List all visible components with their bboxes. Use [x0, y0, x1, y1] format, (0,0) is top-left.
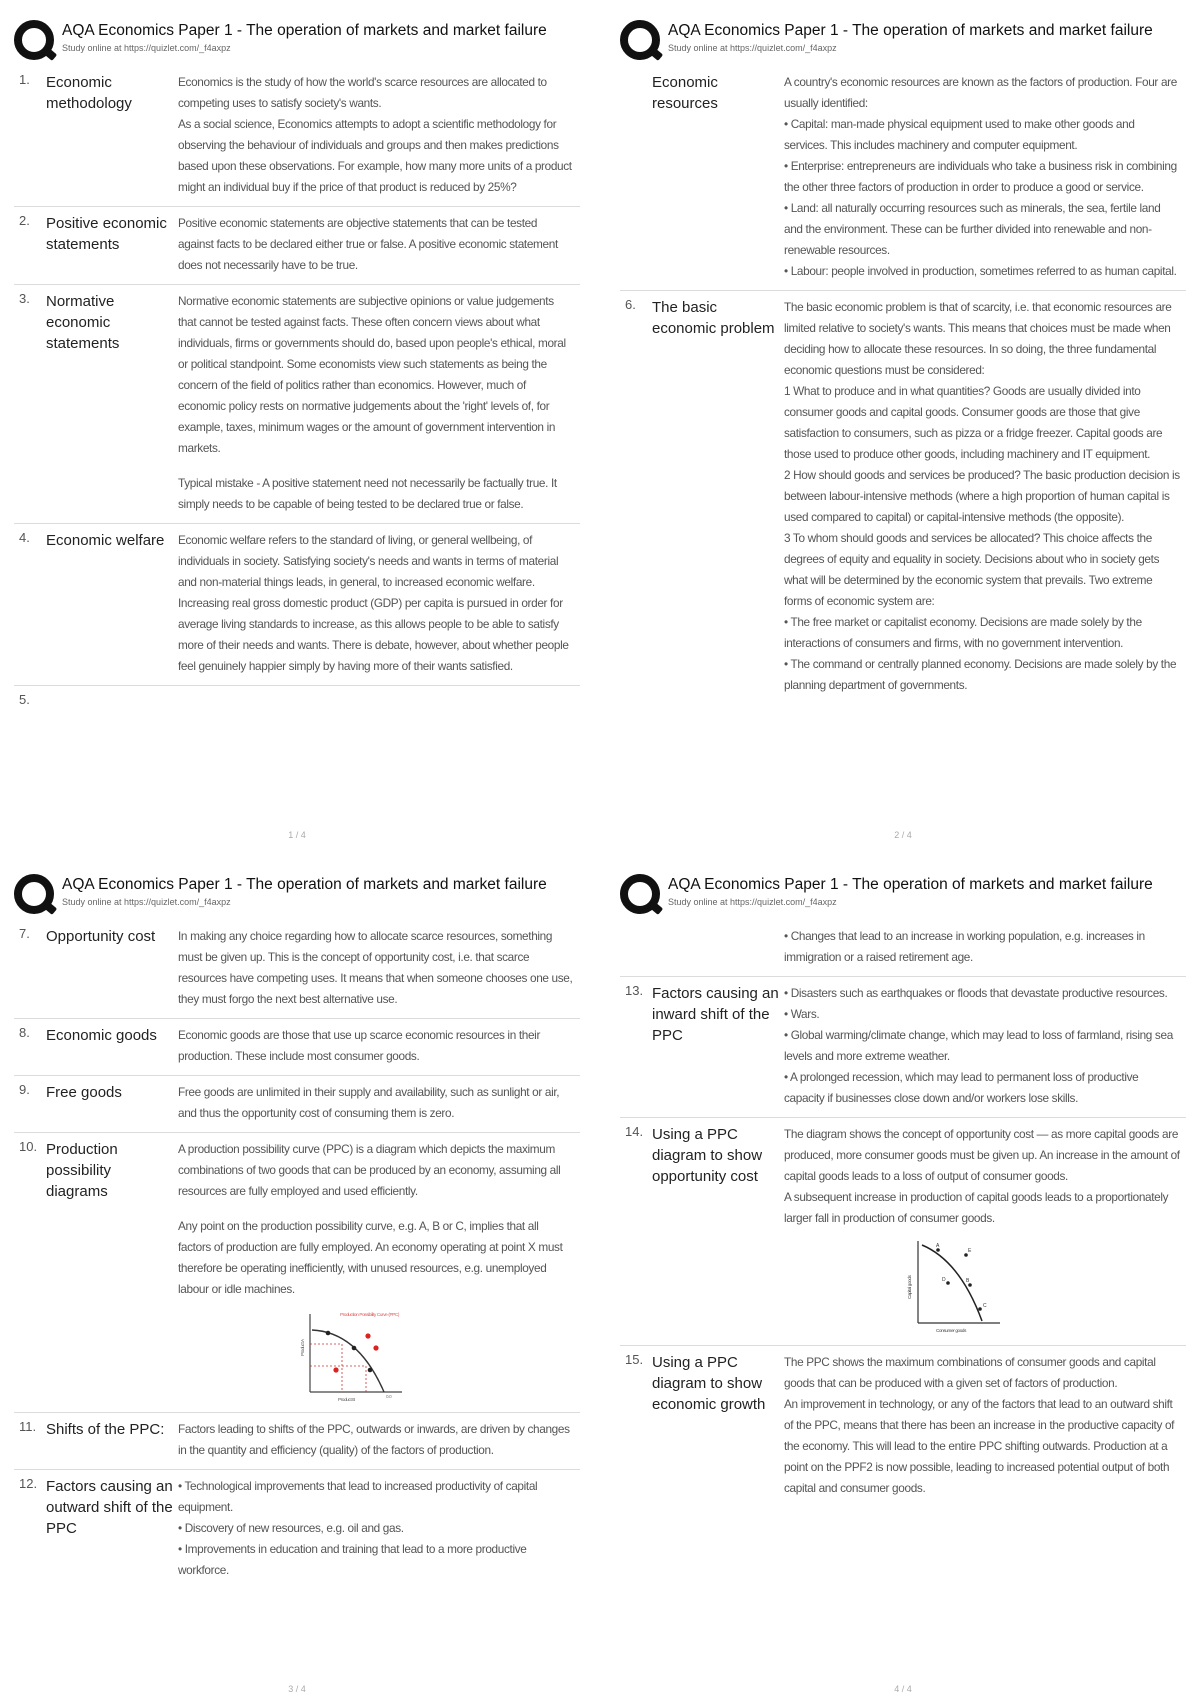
term-row: [14, 206, 580, 284]
flashcard-page-2: [620, 14, 1186, 844]
page-title: AQA Economics Paper 1 - The operation of markets and market failure: [668, 22, 1153, 39]
term-name: Economic goods: [46, 1027, 157, 1044]
term-name: Using a PPC diagram to show opportunity cost: [652, 1126, 763, 1185]
term-definition: The diagram shows the concept of opportunity cost — as more capital goods are produced, more consumer goods must be given up. An increase in the amount of capital goods leads to a loss of output of consumer goods. A subsequent increase in production of capital goods leads to a proportionately larger fall in production of consumer goods. A B C D E Capital goods Consumer goods: [784, 1124, 1186, 1337]
page-subtitle: Study online at https://quizlet.com/_f4axpz: [62, 43, 231, 53]
term-number: 7.: [19, 926, 30, 941]
term-row: [14, 1412, 580, 1469]
term-name: Economic methodology: [46, 74, 132, 112]
svg-text:D: D: [942, 1277, 946, 1283]
term-name: Shifts of the PPC:: [46, 1421, 165, 1438]
page-subtitle: Study online at https://quizlet.com/_f4axpz: [62, 897, 231, 907]
term-row: [14, 1075, 580, 1132]
term-name: Factors causing an outward shift of the PPC: [46, 1478, 173, 1537]
term-row: [14, 1018, 580, 1075]
term-number: 5.: [19, 692, 30, 707]
page-subtitle: Study online at https://quizlet.com/_f4axpz: [668, 43, 837, 53]
term-number: 15.: [625, 1352, 644, 1367]
page-title: AQA Economics Paper 1 - The operation of markets and market failure: [62, 876, 547, 893]
svg-text:E: E: [968, 1248, 971, 1254]
term-number: 12.: [19, 1476, 38, 1491]
ppc-opportunity-cost-diagram: [904, 1237, 1004, 1337]
term-number: 4.: [19, 530, 30, 545]
quizlet-logo-icon: [620, 874, 660, 914]
term-definition: • Technological improvements that lead to increased productivity of capital equipment. • Discovery of new resources, e.g. oil and gas. • Improvements in education and training that lead to a more productive workforce.: [178, 1479, 538, 1577]
term-name: Using a PPC diagram to show economic growth: [652, 1354, 766, 1413]
term-number: 2.: [19, 213, 30, 228]
page-subtitle: Study online at https://quizlet.com/_f4axpz: [668, 897, 837, 907]
term-number: 13.: [625, 983, 644, 998]
term-definition: Factors leading to shifts of the PPC, outwards or inwards, are driven by changes in the quantity and efficiency (quality) of the factors of production.: [178, 1422, 570, 1457]
term-row: [620, 976, 1186, 1117]
page-number: 1 / 4: [288, 830, 306, 840]
term-definition: Normative economic statements are subjective opinions or value judgements that cannot be tested against facts. These often concern views about what individuals, firms or governments should do, based upon people's ethical, moral or political standpoint. Some economists view such statements as being the concern of the field of politics rather than economics. However, much of economic policy rests on normative judgements about the 'right' levels of, for example, taxes, minimum wages or the amount of government intervention in markets. Typical mistake - A positive statement need not necessarily be factually true. It simply needs to be capable of being tested to be declared true or false.: [178, 294, 566, 511]
page-title: AQA Economics Paper 1 - The operation of markets and market failure: [668, 876, 1153, 893]
term-definition: Economics is the study of how the world's scarce resources are allocated to competing uses to satisfy society's wants. As a social science, Economics attempts to adopt a scientific methodology for observing the behaviour of individuals and groups and then makes predictions based upon these observations. For example, how many more units of a product might an individual buy if the price of that product is reduced by 25%?: [178, 75, 572, 194]
term-name: Normative economic statements: [46, 293, 120, 352]
term-definition: [178, 692, 580, 707]
page-header: [620, 14, 1186, 66]
term-row: [14, 685, 580, 715]
term-name: [652, 926, 784, 968]
term-name: Free goods: [46, 1084, 122, 1101]
term-name: Economic welfare: [46, 532, 165, 549]
term-definition: A production possibility curve (PPC) is a diagram which depicts the maximum combinations of two goods that can be produced by an economy, assuming all resources are fully employed and used efficiently. Any point on the production possibility curve, e.g. A, B or C, implies that all factors of production are fully employed. An economy operating at point X must therefore be operating inefficiently, with unused resources, e.g. unemployed labour or idle machines. Production Possibility Curve (PPC) Product A Product B 0.0: [178, 1142, 563, 1402]
term-definition: In making any choice regarding how to allocate scarce resources, something must be given up. This is the concept of opportunity cost, i.e. that scarce resources have competing uses. It means that when someone chooses one use, they must forgo the next best alternative use.: [178, 929, 573, 1006]
svg-text:A: A: [936, 1243, 939, 1249]
term-definition: The basic economic problem is that of scarcity, i.e. that economic resources are limited relative to society's wants. This means that choices must be made when deciding how to allocate these resources. In so doing, the three fundamental economic questions must be considered: 1 What to produce and in what quantities? Goods are usually divided into consumer goods and capital goods. Consumer goods are those that give satisfaction to consumers, such as pizza or a fridge freezer. Capital goods are those used to produce other goods, including machinery and IT equipment. 2 How should goods and services be produced? The basic production decision is between labour-intensive methods (where a high proportion of human capital is used compared to capital) or capital-intensive methods (the opposite). 3 To whom should goods and services be allocated? This choice affects the degrees of equity and equality in society. Decisions about who in society gets what will be determined by the economic system that prevails. Two extreme forms of economic system are: • The free market or capitalist economy. Decisions are made solely by the interactions of consumers and firms, with no government intervention. • The command or centrally planned economy. Decisions are made solely by the planning department of governments.: [784, 300, 1180, 692]
term-definition: • Changes that lead to an increase in working population, e.g. increases in immigration or a raised retirement age.: [784, 929, 1145, 964]
term-definition: A country's economic resources are known as the factors of production. Four are usually identified: • Capital: man-made physical equipment used to make other goods and services. This includes machinery and computer equipment. • Enterprise: entrepreneurs are individuals who take a business risk in combining the other three factors of production in order to produce a good or service. • Land: all naturally occurring resources such as minerals, the sea, fertile land and the environment. These can be further divided into renewable and non-renewable resources. • Labour: people involved in production, sometimes referred to as human capital.: [784, 75, 1177, 278]
term-name: Production possibility diagrams: [46, 1141, 118, 1200]
term-row: [14, 1469, 580, 1589]
flashcard-page-1: [14, 14, 580, 844]
term-number: 10.: [19, 1139, 38, 1154]
ppc-y-axis-label: Product A: [300, 1339, 305, 1356]
term-number: 14.: [625, 1124, 644, 1139]
flashcard-page-4: [620, 868, 1186, 1698]
ppc-y-axis-label: Capital goods: [907, 1275, 912, 1299]
term-row: [620, 1345, 1186, 1507]
term-row: [620, 66, 1186, 290]
page-title: AQA Economics Paper 1 - The operation of markets and market failure: [62, 22, 547, 39]
term-row: [14, 920, 580, 1018]
term-row: [620, 1117, 1186, 1345]
flashcard-page-3: [14, 868, 580, 1698]
page-number: 4 / 4: [894, 1684, 912, 1694]
term-definition: Economic welfare refers to the standard of living, or general wellbeing, of individuals in society. Satisfying society's needs and wants in terms of material and non-material things leads, in general, to increased economic welfare. Increasing real gross domestic product (GDP) per capita is pursued in order for average living standards to increase, as this allows people to be able to satisfy more of their needs and wants. There is debate, however, about whether people feel genuinely happier simply by having more of their wants satisfied.: [178, 533, 569, 673]
term-definition: Free goods are unlimited in their supply and availability, such as sunlight or air, and thus the opportunity cost of consuming them is zero.: [178, 1085, 560, 1120]
ppc-x-axis-label: Product B: [338, 1397, 356, 1402]
page-header: [620, 868, 1186, 920]
quizlet-logo-icon: [14, 874, 54, 914]
term-name: Economic resources: [652, 74, 718, 112]
term-number: 8.: [19, 1025, 30, 1040]
term-number: 11.: [19, 1419, 37, 1434]
page-number: 2 / 4: [894, 830, 912, 840]
term-number: 6.: [625, 297, 636, 312]
quizlet-logo-icon: [14, 20, 54, 60]
term-number: [620, 72, 652, 282]
term-row: [620, 290, 1186, 704]
term-number: [620, 926, 652, 968]
term-definition: Economic goods are those that use up scarce economic resources in their production. These include most consumer goods.: [178, 1028, 541, 1063]
ppc-x-axis-end: 0.0: [386, 1394, 392, 1399]
page-number: 3 / 4: [288, 1684, 306, 1694]
quizlet-logo-icon: [620, 20, 660, 60]
svg-text:B: B: [966, 1278, 969, 1284]
term-definition: The PPC shows the maximum combinations of consumer goods and capital goods that can be produced with a given set of factors of production. An improvement in technology, or any of the factors that lead to an outward shift of the PPC, means that there has been an increase in the productive capacity of the economy. This will lead to the entire PPC shifting outwards. Production at a point on the PPF2 is now possible, leading to increased potential output of both capital and consumer goods.: [784, 1355, 1175, 1495]
ppc-annotation: Production Possibility Curve (PPC): [340, 1312, 400, 1317]
term-number: 9.: [19, 1082, 30, 1097]
ppc-x-axis-label: Consumer goods: [936, 1328, 967, 1333]
ppc-diagram: [298, 1308, 408, 1404]
term-row: [14, 284, 580, 523]
term-definition: Positive economic statements are objective statements that can be tested against facts to be declared either true or false. A positive economic statement does not necessarily have to be true.: [178, 216, 558, 272]
page-header: [14, 868, 580, 920]
term-row: [14, 66, 580, 206]
term-row: [14, 1132, 580, 1412]
term-number: 1.: [19, 72, 30, 87]
term-row: [620, 920, 1186, 976]
term-name: Opportunity cost: [46, 928, 156, 945]
term-row: [14, 523, 580, 685]
term-name: Factors causing an inward shift of the PPC: [652, 985, 779, 1044]
term-definition: • Disasters such as earthquakes or floods that devastate productive resources. • Wars. • Global warming/climate change, which may lead to loss of farmland, rising sea levels and more extreme weather. • A prolonged recession, which may lead to permanent loss of productive capacity if businesses close down and/or workers lose skills.: [784, 986, 1173, 1105]
svg-text:C: C: [983, 1303, 987, 1309]
page-header: [14, 14, 580, 66]
term-name: The basic economic problem: [652, 299, 775, 337]
term-name: [46, 692, 178, 707]
term-number: 3.: [19, 291, 30, 306]
term-name: Positive economic statements: [46, 215, 167, 253]
